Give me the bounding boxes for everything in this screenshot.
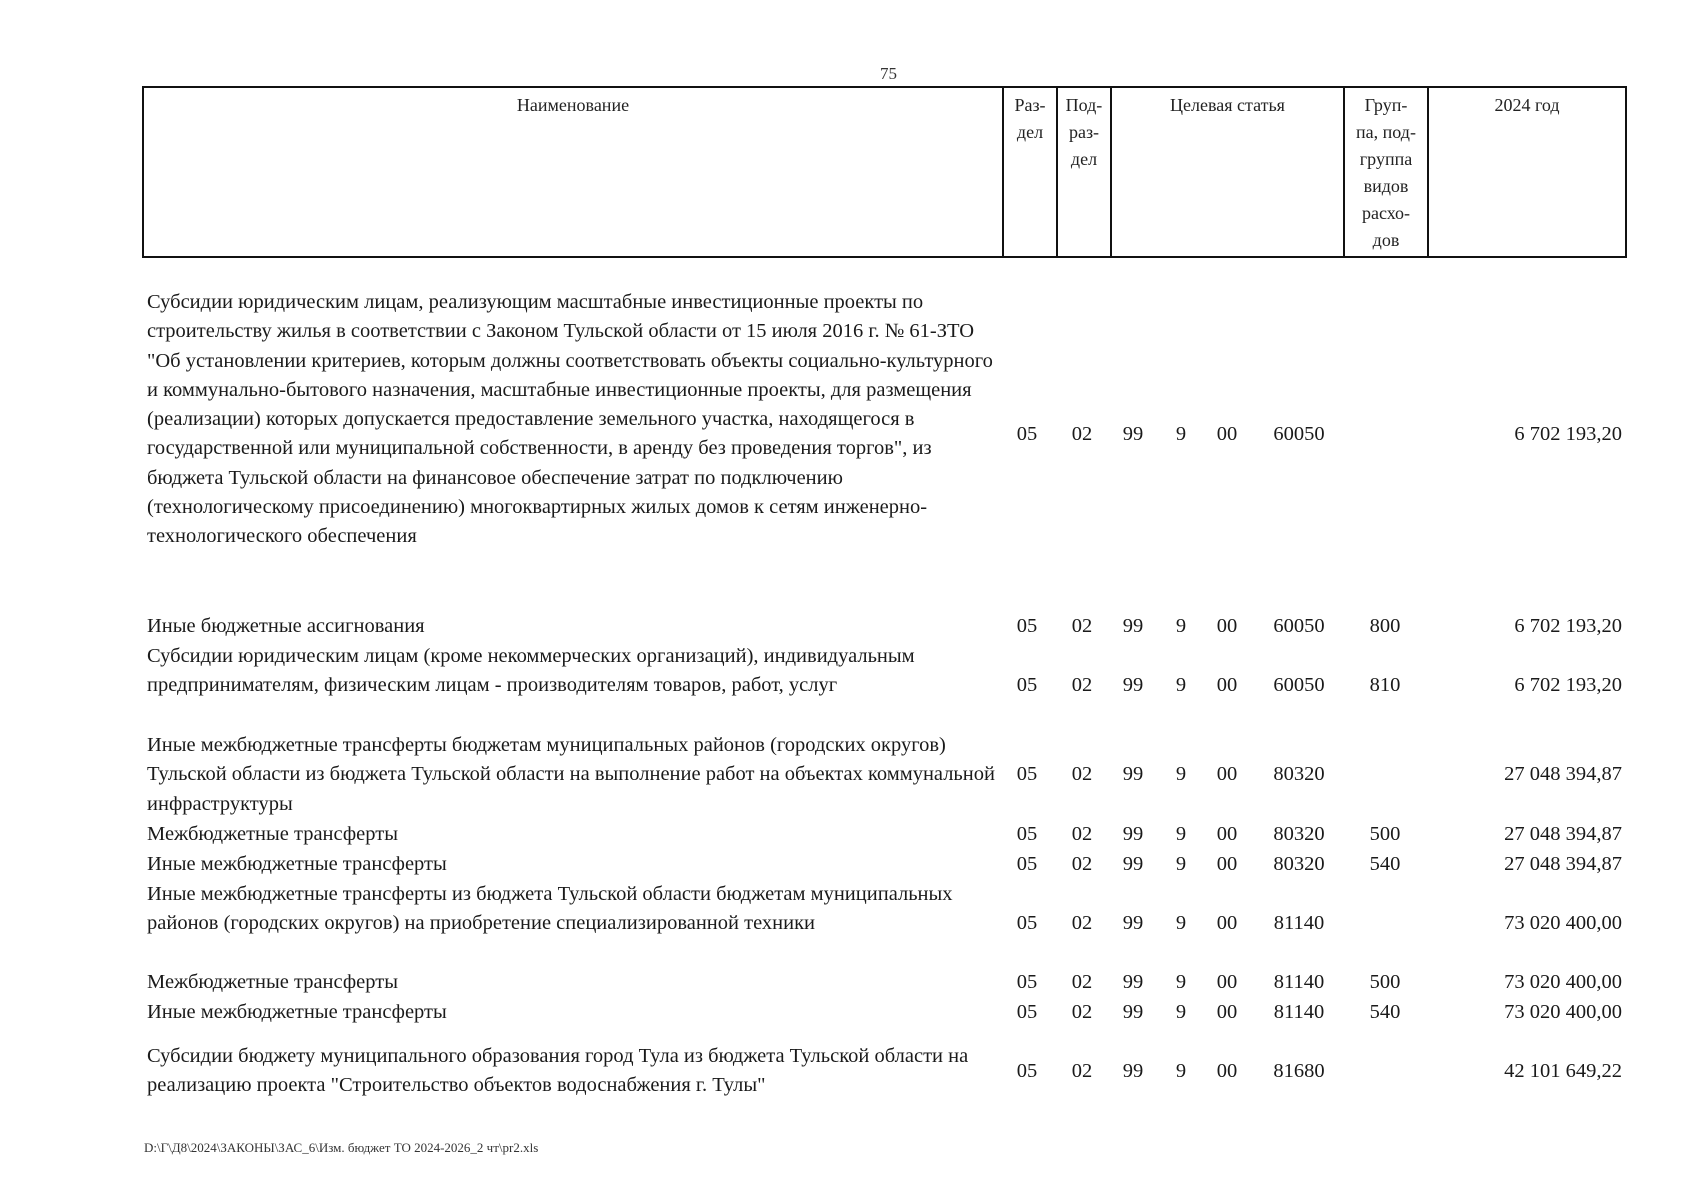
row-razdel: 05 xyxy=(1016,1001,1038,1023)
row-cs4: 80320 xyxy=(1273,853,1325,875)
row-amount: 6 702 193,20 xyxy=(1514,423,1622,445)
row-razdel: 05 xyxy=(1016,763,1038,785)
row-cs3: 00 xyxy=(1216,912,1238,934)
row-cs2: 9 xyxy=(1175,615,1187,637)
row-amount: 6 702 193,20 xyxy=(1514,615,1622,637)
table-header xyxy=(142,86,1627,258)
row-cs3: 00 xyxy=(1216,853,1238,875)
header-name-label: Наименование xyxy=(516,95,630,115)
row-cs1: 99 xyxy=(1122,1060,1144,1082)
row-cs1: 99 xyxy=(1122,971,1144,993)
footer-file-path: D:\Г\Д8\2024\ЗАКОНЫ\ЗАС_6\Изм. бюджет ТО 2024-2026_2 чт\pr2.xls xyxy=(144,1140,539,1155)
row-name: Иные межбюджетные трансферты из бюджета Тульской области бюджетам муниципальных районов (городских округов) на приобретение специализированной техники xyxy=(147,883,953,935)
row-name: Межбюджетные трансферты xyxy=(147,971,398,993)
row-cs2: 9 xyxy=(1175,912,1187,934)
row-cs1: 99 xyxy=(1122,853,1144,875)
row-podrazdel: 02 xyxy=(1071,615,1093,637)
row-cs4: 81140 xyxy=(1273,971,1325,993)
page-number: 75 xyxy=(880,64,897,83)
row-cs2: 9 xyxy=(1175,1001,1187,1023)
row-amount: 6 702 193,20 xyxy=(1514,674,1622,696)
row-name: Иные межбюджетные трансферты xyxy=(147,1001,447,1023)
row-razdel: 05 xyxy=(1016,1060,1038,1082)
row-cs3: 00 xyxy=(1216,615,1238,637)
row-name: Иные межбюджетные трансферты бюджетам муниципальных районов (городских округов) Тульской области из бюджета Тульской области на выполнение работ на объектах коммунальной инфраструктуры xyxy=(147,734,995,815)
header-podrazdel: Под- раз- дел xyxy=(1058,88,1112,256)
row-name: Субсидии юридическим лицам, реализующим масштабные инвестиционные проекты по строительству жилья в соответствии с Законом Тульской области от 15 июля 2016 г. № 61-ЗТО "Об установлении критериев, которым должны соответствовать объекты социально-культурного и коммунально-бытового назначения, масштабные инвестиционные проекты, для размещения (реализации) которых допускается предоставление земельного участка, находящегося в государственной или муниципальной собственности, в аренду без проведения торгов", из бюджета Тульской области на финансовое обеспечение затрат по подключению (технологическому присоединению) многоквартирных жилых домов к сетям инженерно-технологического обеспечения xyxy=(147,291,993,548)
row-cs1: 99 xyxy=(1122,763,1144,785)
row-cs1: 99 xyxy=(1122,423,1144,445)
row-cs2: 9 xyxy=(1175,763,1187,785)
row-cs4: 81140 xyxy=(1273,912,1325,934)
header-celevaya-statya: Целевая статья xyxy=(1112,88,1345,256)
header-name xyxy=(144,88,1004,256)
row-cs4: 80320 xyxy=(1273,823,1325,845)
row-amount: 73 020 400,00 xyxy=(1504,971,1622,993)
row-amount: 27 048 394,87 xyxy=(1504,763,1622,785)
row-cs1: 99 xyxy=(1122,823,1144,845)
row-cs3: 00 xyxy=(1216,823,1238,845)
row-cs1: 99 xyxy=(1122,912,1144,934)
row-cs4: 60050 xyxy=(1273,674,1325,696)
row-amount: 73 020 400,00 xyxy=(1504,912,1622,934)
row-podrazdel: 02 xyxy=(1071,763,1093,785)
row-group: 800 xyxy=(1369,615,1401,637)
row-amount: 42 101 649,22 xyxy=(1504,1060,1622,1082)
row-cs1: 99 xyxy=(1122,674,1144,696)
row-razdel: 05 xyxy=(1016,912,1038,934)
row-razdel: 05 xyxy=(1016,853,1038,875)
row-name: Субсидии бюджету муниципального образования город Тула из бюджета Тульской области на реализацию проекта "Строительство объектов водоснабжения г. Тулы" xyxy=(147,1045,969,1097)
row-cs4: 81140 xyxy=(1273,1001,1325,1023)
row-cs2: 9 xyxy=(1175,971,1187,993)
row-razdel: 05 xyxy=(1016,615,1038,637)
row-name: Иные бюджетные ассигнования xyxy=(147,615,425,637)
row-cs2: 9 xyxy=(1175,853,1187,875)
row-cs3: 00 xyxy=(1216,1060,1238,1082)
row-group: 500 xyxy=(1369,823,1401,845)
row-podrazdel: 02 xyxy=(1071,971,1093,993)
row-group: 540 xyxy=(1369,1001,1401,1023)
row-podrazdel: 02 xyxy=(1071,853,1093,875)
row-cs3: 00 xyxy=(1216,763,1238,785)
row-name: Межбюджетные трансферты xyxy=(147,823,398,845)
row-amount: 73 020 400,00 xyxy=(1504,1001,1622,1023)
row-group: 810 xyxy=(1369,674,1401,696)
row-razdel: 05 xyxy=(1016,674,1038,696)
row-podrazdel: 02 xyxy=(1071,912,1093,934)
row-amount: 27 048 394,87 xyxy=(1504,853,1622,875)
row-cs2: 9 xyxy=(1175,674,1187,696)
header-razdel: Раз- дел xyxy=(1004,88,1058,256)
row-razdel: 05 xyxy=(1016,423,1038,445)
row-cs2: 9 xyxy=(1175,823,1187,845)
row-cs3: 00 xyxy=(1216,971,1238,993)
row-cs2: 9 xyxy=(1175,423,1187,445)
row-cs1: 99 xyxy=(1122,615,1144,637)
row-cs4: 80320 xyxy=(1273,763,1325,785)
row-name: Субсидии юридическим лицам (кроме некоммерческих организаций), индивидуальным предпринимателям, физическим лицам - производителям товаров, работ, услуг xyxy=(147,645,915,697)
row-razdel: 05 xyxy=(1016,823,1038,845)
row-podrazdel: 02 xyxy=(1071,423,1093,445)
row-cs4: 60050 xyxy=(1273,615,1325,637)
row-cs3: 00 xyxy=(1216,674,1238,696)
row-cs4: 81680 xyxy=(1273,1060,1325,1082)
row-cs3: 00 xyxy=(1216,423,1238,445)
row-group: 500 xyxy=(1369,971,1401,993)
row-podrazdel: 02 xyxy=(1071,1001,1093,1023)
row-cs2: 9 xyxy=(1175,1060,1187,1082)
row-name: Иные межбюджетные трансферты xyxy=(147,853,447,875)
header-gruppa-vidov-rashodov: Груп- па, под- группа видов расхо- дов xyxy=(1345,88,1429,256)
row-cs4: 60050 xyxy=(1273,423,1325,445)
row-group: 540 xyxy=(1369,853,1401,875)
row-cs3: 00 xyxy=(1216,1001,1238,1023)
row-podrazdel: 02 xyxy=(1071,1060,1093,1082)
row-amount: 27 048 394,87 xyxy=(1504,823,1622,845)
row-podrazdel: 02 xyxy=(1071,823,1093,845)
row-cs1: 99 xyxy=(1122,1001,1144,1023)
row-razdel: 05 xyxy=(1016,971,1038,993)
header-year: 2024 год xyxy=(1494,95,1560,115)
row-podrazdel: 02 xyxy=(1071,674,1093,696)
